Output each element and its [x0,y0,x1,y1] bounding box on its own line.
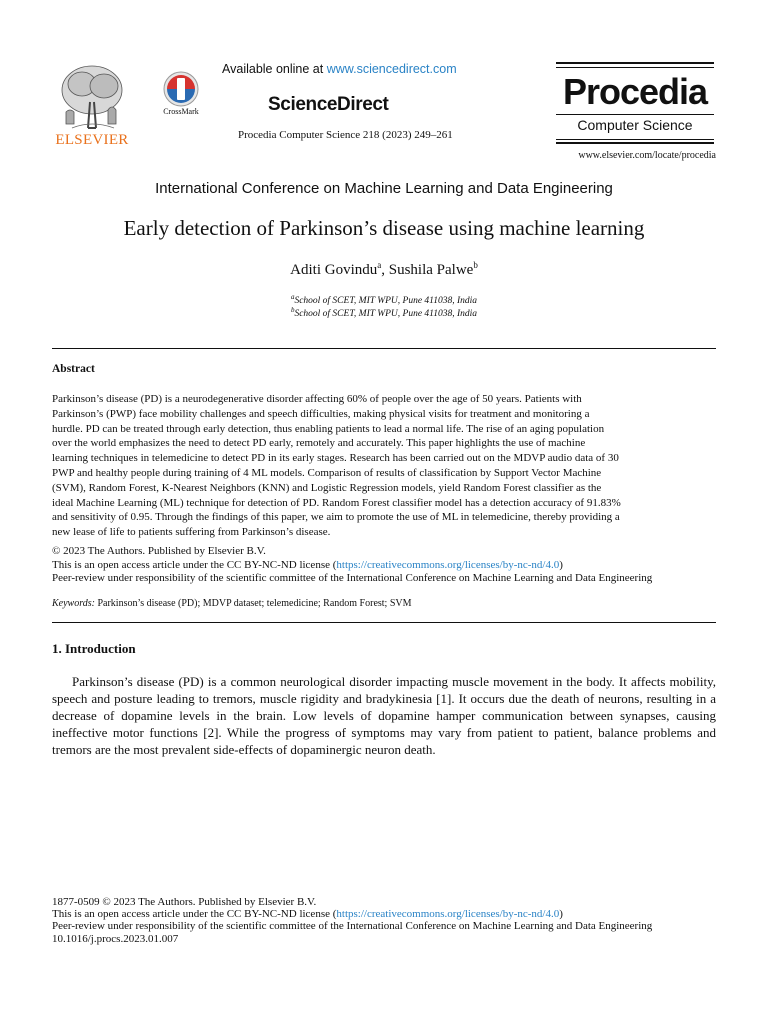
keywords-label: Keywords: [52,598,95,609]
paper-title: Early detection of Parkinson’s disease using machine learning [123,216,645,240]
abstract-line: ideal Machine Learning (ML) technique for detection of PD. Random Forest classifier model has a detection accuracy of 91.83% [52,496,621,509]
procedia-subtitle: Computer Science [577,117,693,133]
author-name: Aditi Govindu [290,262,378,278]
author-name: Sushila Palwe [388,262,474,278]
peer-review-line: Peer-review under responsibility of the scientific committee of the International Conference on Machine Learning and Data Engineering [52,572,653,584]
sciencedirect-logo: ScienceDirect [268,94,389,115]
footer-license-prefix: This is an open access article under the CC BY-NC-ND license ( [52,908,337,921]
available-prefix: Available online at [222,62,327,76]
divider [52,622,716,623]
sciencedirect-link[interactable]: www.sciencedirect.com [326,62,457,76]
footer-doi[interactable]: 10.1016/j.procs.2023.01.007 [52,932,179,945]
author-sup: a [377,260,382,270]
abstract-line: PWP and healthy people during training of 4 ML models. Comparison of results of classification by Support Vector Machine [52,466,602,479]
affiliation-text: School of SCET, MIT WPU, Pune 411038, India [294,296,478,307]
journal-citation: Procedia Computer Science 218 (2023) 249–261 [238,129,453,141]
elsevier-wordmark: ELSEVIER [55,132,129,148]
section-heading-introduction: 1. Introduction [52,641,136,656]
footer-peer-review: Peer-review under responsibility of the scientific committee of the International Conference on Machine Learning and Data Engineering [52,920,653,933]
introduction-paragraph: Parkinson’s disease (PD) is a common neurological disorder impacting muscle movement in the body. It affects mobility, speech and posture leading to tremors, muscle rigidity and bradykinesia [1]. It occurs due the death of neurons, resulting in a decrease of dopamine levels in the brain. Low levels of dopamine hamper communication between synapses, causing ineffective motor functions [2]. While the progress of symptoms may vary from patient to patient, balance problems and tremors are the most prevalent side-effects of dopaminergic neuron death. [52,674,716,757]
footer-issn: 1877-0509 © 2023 The Authors. Published by Elsevier B.V. [52,896,317,908]
keywords [52,598,412,609]
abstract-line: learning techniques in telemedicine to detect PD in its early stages. Research has been carried out on the MDVP audio data of 30 [52,452,619,465]
abstract-line: (SVM), Random Forest, K-Nearest Neighbors (KNN) and Logistic Regression models, yield Random Forest classifier as the [52,481,602,494]
abstract-line: over the world emphasizes the need to detect PD early, remotely and accurately. This paper highlights the use of machine [52,437,586,450]
affiliation-sup: a [290,293,295,301]
abstract-line: Parkinson’s disease (PD) is a neurodegenerative disorder affecting 60% of people over the age of 50 years. Patients with [52,393,582,405]
abstract-line: new lease of life to patients suffering from Parkinson’s disease. [52,526,331,539]
author-sup: b [473,260,478,270]
author-separator: , [381,262,389,278]
divider [52,348,716,349]
author-list [0,260,768,279]
conference-name: International Conference on Machine Learning and Data Engineering [155,180,613,197]
copyright-block [52,545,732,586]
abstract-line: Parkinson’s (PWP) face mobility challenges and speech difficulties, making physical visits for treatment and monitoring a [52,407,590,420]
abstract-body [52,392,714,540]
license-prefix: This is an open access article under the CC BY-NC-ND license ( [52,558,337,571]
keywords-list: Parkinson’s disease (PD); MDVP dataset; telemedicine; Random Forest; SVM [94,598,412,609]
affiliation [0,306,768,319]
affiliation [0,293,768,306]
procedia-title: Procedia [562,71,708,112]
license-link[interactable]: https://creativecommons.org/licenses/by-nc-nd/4.0 [336,558,560,571]
affiliation-text: School of SCET, MIT WPU, Pune 411038, India [294,309,478,320]
abstract-line: hurdle. PD can be treated through early detection, thus enabling patients to lead a normal life. The rise of an aging population [52,422,605,435]
copyright-line: © 2023 The Authors. Published by Elsevier B.V. [52,545,266,557]
license-suffix: ) [559,558,563,571]
abstract-heading: Abstract [52,363,95,375]
footer [52,896,716,945]
procedia-url[interactable]: www.elsevier.com/locate/procedia [578,150,716,161]
available-online [222,62,457,76]
abstract-line: and sensitivity of 0.95. Through the findings of this paper, we aim to promote the use of ML in telemedicine, thereby providing a [52,511,620,524]
affiliation-sup: b [290,306,295,314]
license-line [52,559,732,573]
procedia-logo [556,62,714,146]
footer-license [52,908,716,920]
crossmark-icon[interactable] [158,70,204,110]
footer-license-link[interactable]: https://creativecommons.org/licenses/by-nc-nd/4.0 [336,908,560,921]
footer-license-suffix: ) [559,908,563,921]
crossmark-label: CrossMark [163,107,199,116]
